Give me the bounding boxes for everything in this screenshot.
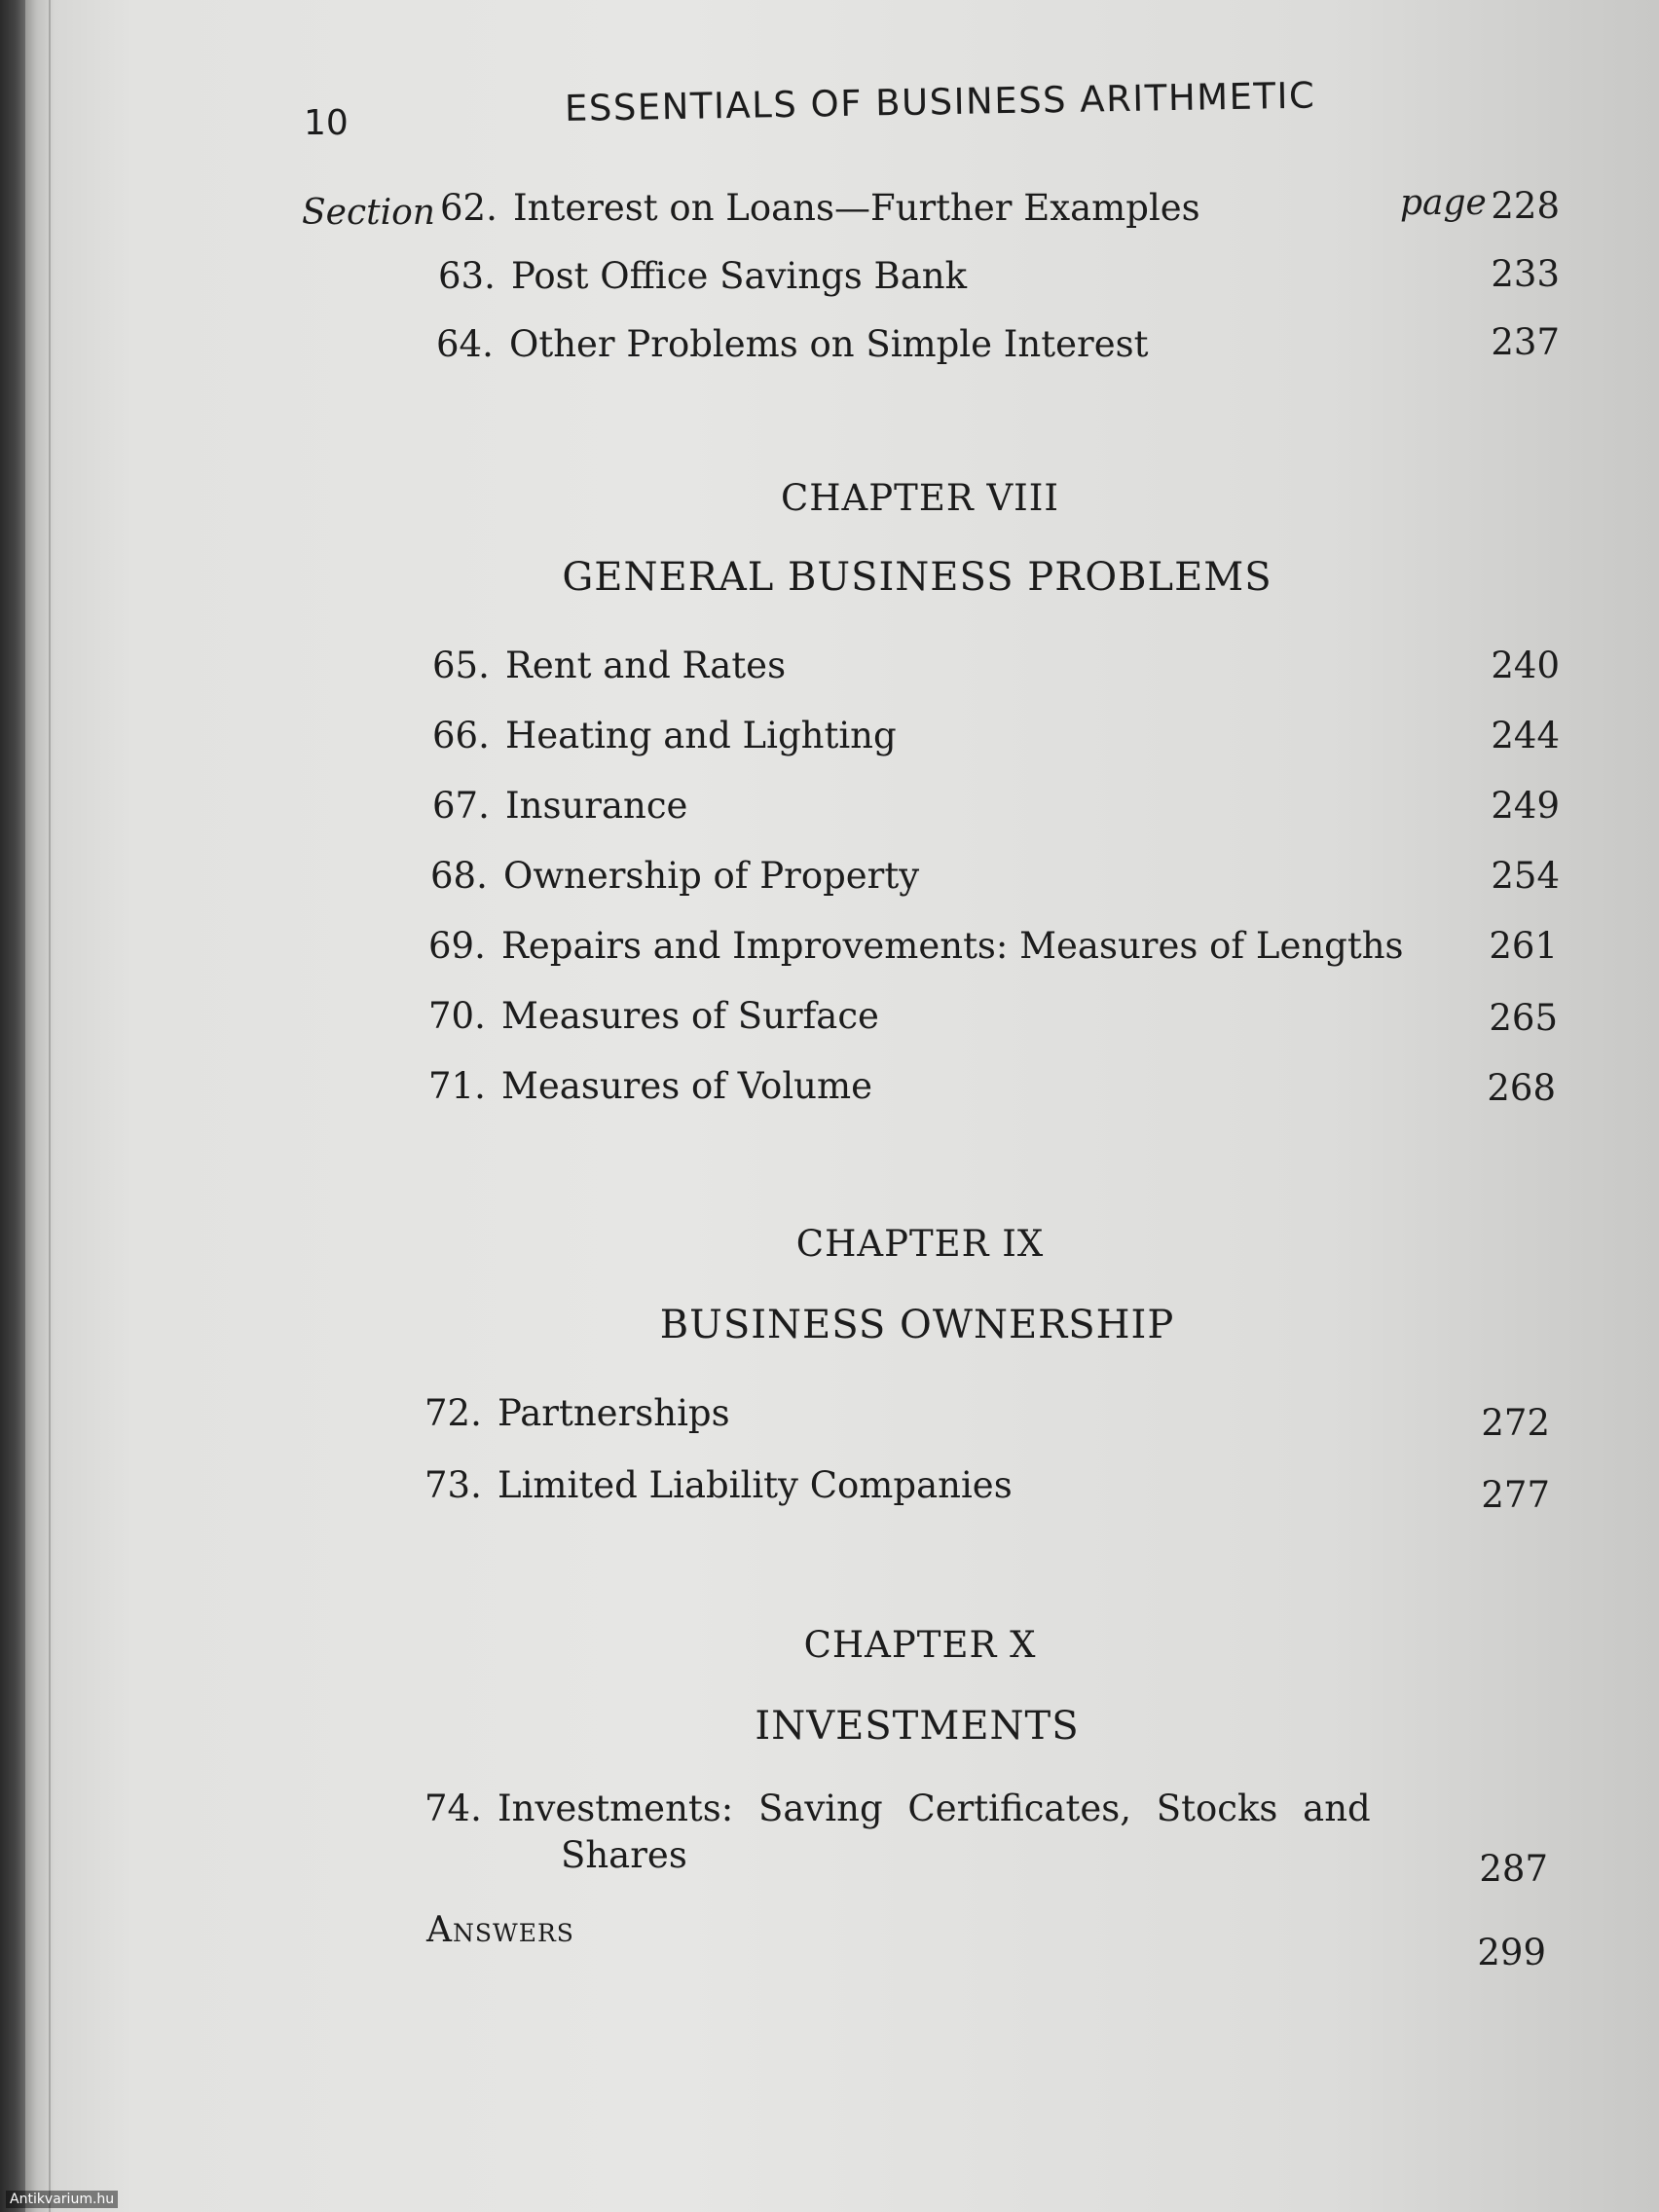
entry-title: Other Problems on Simple Interest <box>509 323 1149 365</box>
entry-number: 70. <box>428 995 486 1037</box>
entry-title: Partnerships <box>498 1392 730 1434</box>
entry-title: Heating and Lighting <box>505 715 897 756</box>
running-title: ESSENTIALS OF BUSINESS ARITHMETIC <box>564 74 1316 129</box>
entry-page-66: 244 <box>1491 715 1560 756</box>
entry-page-63: 233 <box>1491 253 1560 295</box>
entry-number: 68. <box>430 855 488 897</box>
entry-number: 71. <box>428 1065 486 1107</box>
gutter-line <box>49 0 51 2212</box>
entry-number: 62. <box>440 187 498 229</box>
entry-title: Post Office Savings Bank <box>511 255 968 297</box>
running-header <box>292 74 1363 148</box>
entry-title: Investments: Saving Certificates, Stocks and <box>498 1788 1371 1829</box>
watermark: Antikvarium.hu <box>6 2191 118 2208</box>
section-label: Section <box>302 193 435 233</box>
entry-page-68: 254 <box>1491 855 1560 897</box>
chapter-heading-ix: CHAPTER IX <box>795 1223 1045 1265</box>
answers-page: 299 <box>1477 1932 1546 1973</box>
entry-number: 66. <box>432 715 490 756</box>
entry-title-continuation: Shares <box>561 1834 687 1876</box>
entry-page-71: 268 <box>1487 1067 1556 1109</box>
book-spine-shadow <box>0 0 25 2212</box>
page-number: 10 <box>304 103 349 143</box>
entry-number: 63. <box>438 255 496 297</box>
entry-title: Interest on Loans—Further Examples <box>513 187 1200 229</box>
entry-page-69: 261 <box>1489 925 1558 967</box>
entry-title: Measures of Volume <box>501 1065 872 1107</box>
answers-label: Answers <box>426 1910 574 1950</box>
entry-number: 64. <box>436 323 494 365</box>
entry-number: 65. <box>432 645 490 686</box>
entry-title: Measures of Surface <box>501 995 879 1037</box>
entry-number: 67. <box>432 785 490 827</box>
entry-number: 73. <box>424 1464 482 1506</box>
entry-title: Insurance <box>505 785 688 827</box>
entry-title: Rent and Rates <box>505 645 787 686</box>
chapter-title-viii: GENERAL BUSINESS PROBLEMS <box>562 555 1272 600</box>
entry-page-65: 240 <box>1491 645 1560 686</box>
entry-number: 74. <box>424 1788 482 1829</box>
entry-page-74: 287 <box>1479 1848 1548 1890</box>
entry-title: Limited Liability Companies <box>498 1464 1013 1506</box>
entry-number: 72. <box>424 1392 482 1434</box>
entry-page-70: 265 <box>1489 997 1558 1039</box>
chapter-heading-viii: CHAPTER VIII <box>780 477 1060 519</box>
chapter-title-ix: BUSINESS OWNERSHIP <box>659 1303 1175 1347</box>
entry-number: 69. <box>428 925 486 967</box>
entry-page-72: 272 <box>1481 1402 1550 1444</box>
entry-page-64: 237 <box>1491 321 1560 363</box>
entry-title: Ownership of Property <box>503 855 920 897</box>
entry-page-73: 277 <box>1481 1474 1550 1516</box>
chapter-heading-x: CHAPTER X <box>803 1624 1037 1666</box>
entry-title: Repairs and Improvements: Measures of Lengths <box>501 925 1404 967</box>
chapter-title-x: INVESTMENTS <box>755 1704 1080 1749</box>
entry-page-62: 228 <box>1491 185 1560 227</box>
entry-page-67: 249 <box>1491 785 1560 827</box>
page-label: page <box>1400 183 1487 223</box>
